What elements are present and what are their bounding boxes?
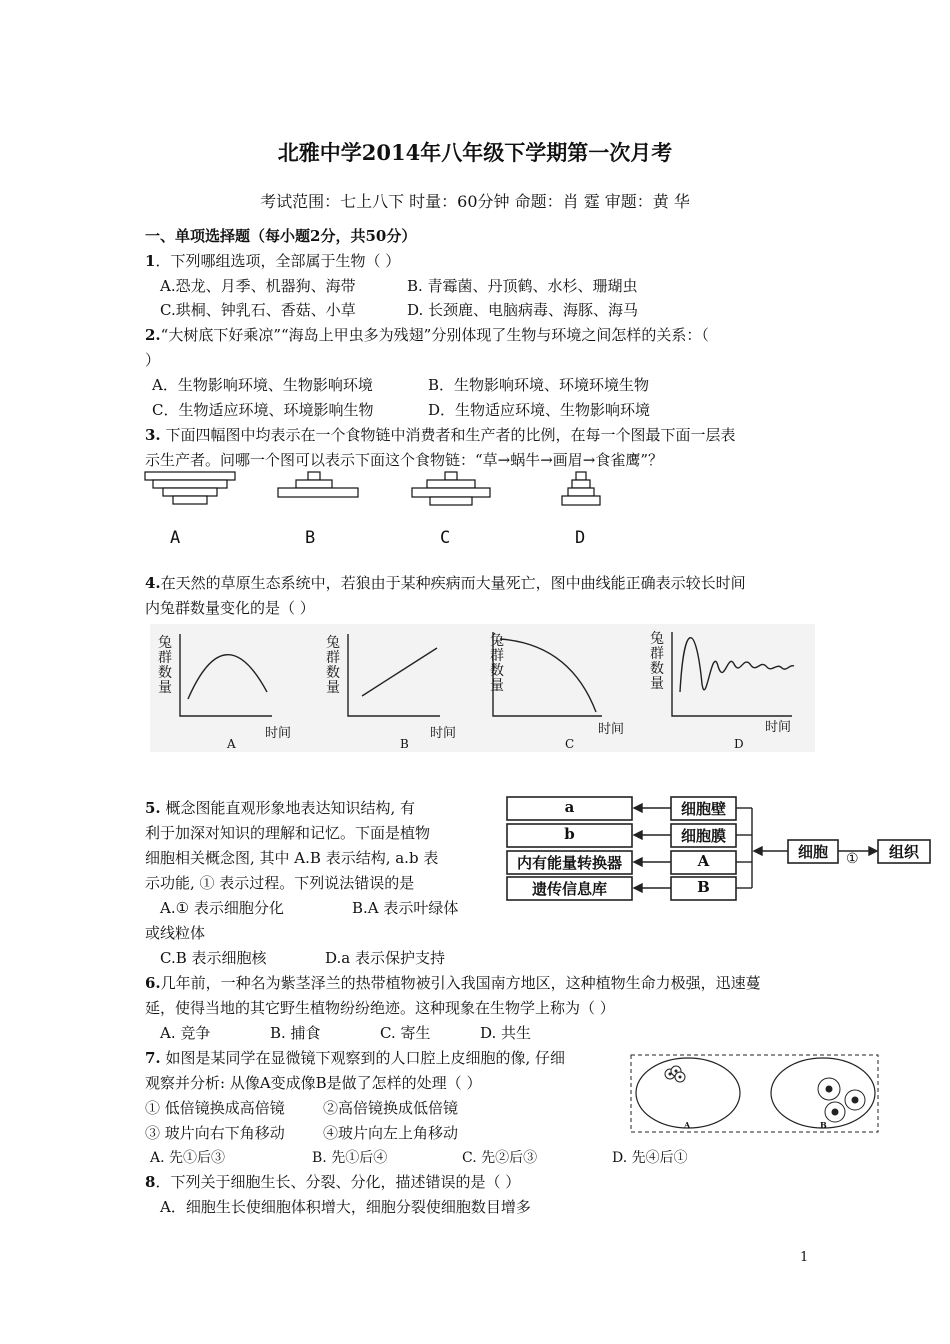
diagram-box-a: a — [564, 798, 575, 816]
q5-number: 5. — [145, 799, 161, 817]
diagram-box-cell-wall: 细胞壁 — [680, 800, 726, 818]
q2-number: 2. — [145, 326, 161, 344]
graph-c-xlabel: 时间 — [598, 722, 625, 737]
pyramid-label-d: D — [575, 528, 586, 548]
q7-option-d: D. 先④后① — [612, 1150, 688, 1166]
q7-option-a: A. 先①后③ — [150, 1150, 226, 1166]
graph-a-xlabel: 时间 — [265, 726, 292, 741]
q2-stem-line2: ） — [145, 351, 161, 369]
diagram-box-cell: 细胞 — [797, 843, 828, 861]
q5-stem-line3: 细胞相关概念图, 其中 A.B 表示结构, a.b 表 — [145, 849, 439, 867]
pyramid-label-b: B — [305, 528, 316, 548]
q2-option-b: B．生物影响环境、环境环境生物 — [428, 376, 650, 394]
q3-text: 下面四幅图中均表示在一个食物链中消费者和生产者的比例，在每一个图最下面一层表 — [160, 426, 736, 444]
exam-title: 北雅中学2014年八年级下学期第一次月考 — [277, 140, 673, 165]
diagram-box-genetic: 遗传信息库 — [531, 880, 607, 898]
page-number: 1 — [800, 1250, 809, 1265]
q1-text: ．下列哪组选项，全部属于生物（ ） — [155, 252, 401, 270]
q5-option-b: B.A 表示叶绿体 — [352, 899, 459, 917]
q6-option-d: D. 共生 — [480, 1024, 532, 1042]
q2-option-a: A．生物影响环境、生物影响环境 — [152, 376, 373, 394]
q5-option-a: A.① 表示细胞分化 — [160, 899, 284, 917]
diagram-step-1: ① — [846, 851, 859, 867]
q5-option-c: C.B 表示细胞核 — [160, 949, 267, 967]
q4-stem-line2: 内兔群数量变化的是（ ） — [145, 599, 315, 617]
q8-text: ．下列关于细胞生长、分裂、分化，描述错误的是（ ） — [155, 1173, 521, 1191]
diagram-box-tissue: 组织 — [888, 843, 919, 861]
q7-option-b: B. 先①后④ — [312, 1150, 388, 1166]
q2-option-d: D．生物适应环境、生物影响环境 — [428, 401, 651, 419]
q6-stem-line1 — [145, 973, 761, 993]
q6-number: 6. — [145, 974, 161, 992]
graph-label-c: C — [565, 737, 575, 751]
q6-stem-line2: 延，使得当地的其它野生植物纷纷绝迹。这种现象在生物学上称为（ ） — [145, 999, 615, 1017]
diagram-box-B: B — [697, 878, 710, 896]
graph-d-xlabel: 时间 — [765, 720, 792, 735]
graph-label-d: D — [734, 737, 744, 751]
q1-option-d: D. 长颈鹿、电脑病毒、海豚、海马 — [407, 301, 639, 319]
q2-option-c: C．生物适应环境、环境影响生物 — [152, 401, 374, 419]
graph-b-ylabel: 兔群数量 — [326, 635, 340, 696]
q3-number: 3. — [145, 426, 161, 444]
q3-stem-line2: 示生产者。问哪一个图可以表示下面这个食物链：“草→蜗牛→画眉→食雀鹰”？ — [145, 451, 664, 469]
q7-choice-3: ③ 玻片向右下角移动 — [145, 1124, 285, 1142]
graph-label-a: A — [227, 737, 236, 751]
q7-text: 如图是某同学在显微镜下观察到的人口腔上皮细胞的像, 仔细 — [160, 1049, 565, 1067]
q7-stem-line2: 观察并分析: 从像A变成像B是做了怎样的处理（ ） — [145, 1074, 482, 1092]
microscope-figure — [630, 1054, 880, 1134]
q1-number: 1 — [145, 252, 156, 270]
q7-number: 7. — [145, 1049, 161, 1067]
q7-choice-2: ②高倍镜换成低倍镜 — [323, 1099, 459, 1117]
q5-stem-line4: 示功能, ① 表示过程。下列说法错误的是 — [145, 874, 415, 892]
graph-c-ylabel: 兔群数量 — [490, 633, 504, 694]
q7-choice-4: ④玻片向左上角移动 — [323, 1124, 459, 1142]
q8-stem — [145, 1172, 520, 1192]
section-heading: 一、单项选择题（每小题2分，共50分） — [145, 227, 417, 245]
q6-option-a: A. 竞争 — [160, 1024, 211, 1042]
graph-b-xlabel: 时间 — [430, 726, 457, 741]
diagram-box-A: A — [697, 852, 710, 870]
graph-label-b: B — [400, 737, 409, 751]
diagram-box-b: b — [564, 825, 575, 843]
q6-option-b: B. 捕食 — [270, 1024, 321, 1042]
graph-d-ylabel: 兔群数量 — [650, 631, 664, 692]
q5-option-b-cont: 或线粒体 — [145, 924, 206, 942]
q4-text: 在天然的草原生态系统中，若狼由于某种疾病而大量死亡，图中曲线能正确表示较长时间 — [160, 574, 746, 592]
q5-stem-line2: 利于加深对知识的理解和记忆。下面是植物 — [145, 824, 431, 842]
q5-option-d: D.a 表示保护支持 — [325, 949, 445, 967]
q8-number: 8 — [145, 1173, 156, 1191]
view-b-label: B — [820, 1120, 827, 1130]
diagram-box-energy: 内有能量转换器 — [516, 854, 622, 872]
graph-a-ylabel: 兔群数量 — [158, 635, 172, 696]
pyramid-label-a: A — [170, 528, 181, 548]
exam-subtitle: 考试范围：七上八下 时量：60分钟 命题：肖 霆 审题：黄 华 — [260, 192, 690, 211]
q1-option-b: B. 青霉菌、丹顶鹤、水杉、珊瑚虫 — [407, 277, 638, 295]
pyramid-label-c: C — [440, 528, 451, 548]
q7-choice-1: ① 低倍镜换成高倍镜 — [145, 1099, 285, 1117]
q4-number: 4. — [145, 574, 161, 592]
q8-option-a: A．细胞生长使细胞体积增大，细胞分裂使细胞数目增多 — [160, 1198, 531, 1216]
q5-text: 概念图能直观形象地表达知识结构, 有 — [160, 799, 415, 817]
q2-text: “大树底下好乘凉”“海岛上甲虫多为残翅”分别体现了生物与环境之间怎样的关系：（ — [160, 326, 709, 344]
diagram-box-cell-membrane: 细胞膜 — [680, 827, 726, 845]
q1-option-a: A.恐龙、月季、机器狗、海带 — [160, 277, 356, 295]
view-a-label: A — [684, 1120, 691, 1130]
q6-text: 几年前，一种名为紫茎泽兰的热带植物被引入我国南方地区，这种植物生命力极强，迅速蔓 — [160, 974, 761, 992]
q6-option-c: C. 寄生 — [380, 1024, 431, 1042]
q1-option-c: C.珙桐、钟乳石、香菇、小草 — [160, 301, 356, 319]
q7-stem-line1 — [145, 1048, 565, 1068]
q7-option-c: C. 先②后③ — [462, 1150, 538, 1166]
